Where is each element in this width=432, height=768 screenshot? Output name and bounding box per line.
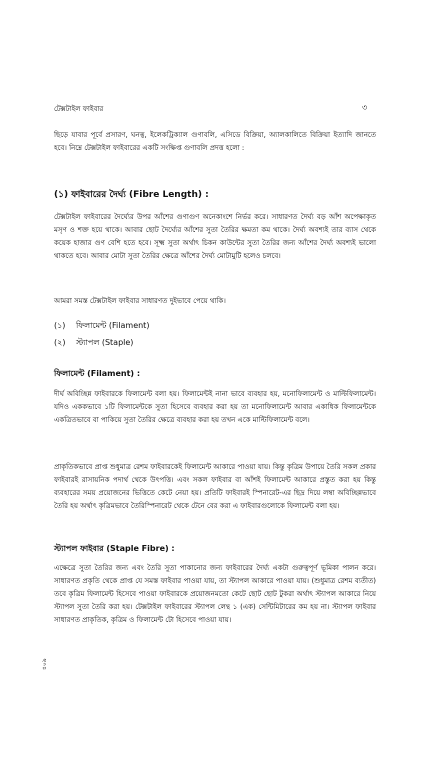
list-number: (২): [54, 338, 66, 347]
filament-paragraph-1: দীর্ঘ অবিচ্ছিন্ন ফাইবারকে ফিলামেন্ট বলা হয়। ফিলামেন্টই নানা ভাবে ব্যবহার হয়, মনোফিলামেন্ট ও মাল্টিফিলামেন্ট। যদিও এককভাবে ১টি ফিলামেন্টকে সুতা হিসেবে ব্যবহার করা হয় তা মনোফিলামেন্ট আবার একাধিক ফিলামেন্টকে একত্রিতভাবে বা পাকিয়ে সুতা তৈরির ক্ষেত্রে ব্যবহার করা হয় তখন একে মাল্টিফিলামেন্ট বলে।: [54, 390, 376, 424]
list-item-filament: [54, 320, 149, 331]
running-title: টেক্সটাইল ফাইবার: [54, 105, 104, 113]
list-label: ফিলামেন্ট (Filament): [76, 321, 150, 330]
section-heading-filament: ফিলামেন্ট (Filament) :: [54, 369, 141, 378]
filament-paragraph-2: প্রাকৃতিকভাবে প্রাপ্ত শুধুমাত্র রেশম ফাইবারকেই ফিলামেন্ট আকারে পাওয়া যায়। কিন্তু কৃত্রিম উপায়ে তৈরি সকল প্রকার ফাইবারই রাসায়নিক পদার্থ থেকে উৎপত্তি। এবং সকল ফাইবার বা আঁশই ফিলামেন্ট আকারে প্রস্তুত করা হয় কিন্তু ব্যবহারের সময় প্রয়োজনের ভিত্তিতে কেটে নেয়া হয়। প্রতিটি ফাইবারই স্পিনারেট-এর ছিদ্র দিয়ে লম্বা অবিচ্ছিন্নভাবে তৈরি হয় অর্থাৎ কৃত্রিমভাবে তৈরিস্পিনারেট থেকে টেনে বের করা এ ফাইবারগুলোকে ফিলামেন্ট বলা হয়।: [54, 463, 376, 510]
list-number: (১): [54, 321, 66, 330]
list-item-staple: [54, 337, 133, 348]
list-label: স্ট্যাপল (Staple): [76, 338, 134, 347]
fibre-types-intro: আমরা সমস্ত টেক্সটাইল ফাইবার সাধারণত দুইভাবে পেয়ে থাকি।: [54, 297, 226, 305]
section-heading-fibre-length: (১) ফাইবারের দৈর্ঘ্য (Fibre Length) :: [54, 190, 209, 200]
margin-mark: ৪০৯: [41, 658, 48, 670]
section-heading-staple: স্ট্যাপল ফাইবার (Staple Fibre) :: [54, 544, 175, 553]
page-number: ৩: [362, 103, 368, 112]
fibre-length-paragraph: টেক্সটাইল ফাইবারের দৈর্ঘ্যের উপর আঁশের গুণাগুণ অনেকাংশে নির্ভর করে। সাধারণত দৈর্ঘ্য বড় আঁশ অপেক্ষাকৃত মসৃণ ও শক্ত হয়ে থাকে। আবার ছোট দৈর্ঘ্যের আঁশের সুতা তৈরির ক্ষমতা কম থাকে। দৈর্ঘ্য অবশ্যই তার ব্যাস থেকে কয়েক হাজার গুণ বেশি হতে হবে। সূক্ষ্ম সুতা অর্থাৎ চিকন কাউন্টের সুতা তৈরির জন্য আঁশের দৈর্ঘ্য অবশ্যই ভালো থাকতে হবে। আবার মোটা সুতা তৈরির ক্ষেত্রে আঁশের দৈর্ঘ্য মোটামুটি হলেও চলবে।: [54, 213, 376, 260]
staple-paragraph: এক্ষেত্রে সুতা তৈরির জন্য এবং তৈরি সুতা পাকানোর জন্য ফাইবারের দৈর্ঘ্য একটা গুরুত্বপূর্ণ ভূমিকা পালন করে। সাধারণত প্রকৃতি থেকে প্রাপ্ত যে সমস্ত ফাইবার পাওয়া যায়, তা স্ট্যাপল আকারে পাওয়া যায়। (শুধুমাত্র রেশম ব্যতীত) তবে কৃত্রিম ফিলামেন্ট হিসেবে পাওয়া ফাইবারকে প্রয়োজনমতো কেটে ছোট ছোট টুকরা অর্থাৎ স্ট্যাপল আকারে নিয়ে স্ট্যাপল সুতা তৈরি করা হয়। টেক্সটাইল ফাইবারের স্ট্যাপল লেন্থ ১ (এক) সেন্টিমিটারের কম হয় না। স্ট্যাপল ফাইবার সাধারণত প্রাকৃতিক, কৃত্রিম ও ফিলামেন্ট টো হিসেবে পাওয়া যায়।: [54, 564, 376, 624]
intro-paragraph: ছিড়ে যাবার পূর্বে প্রসারণ, ঘনত্ব, ইলেকট্রিক্যাল গুণাবলি, এসিডে বিক্রিয়া, অ্যালকালিতে বিক্রিয়া ইত্যাদি জানতে হবে। নিম্নে টেক্সটাইল ফাইবারের একটি সংক্ষিপ্ত গুণাবলি প্রদত্ত হলো :: [54, 131, 376, 152]
